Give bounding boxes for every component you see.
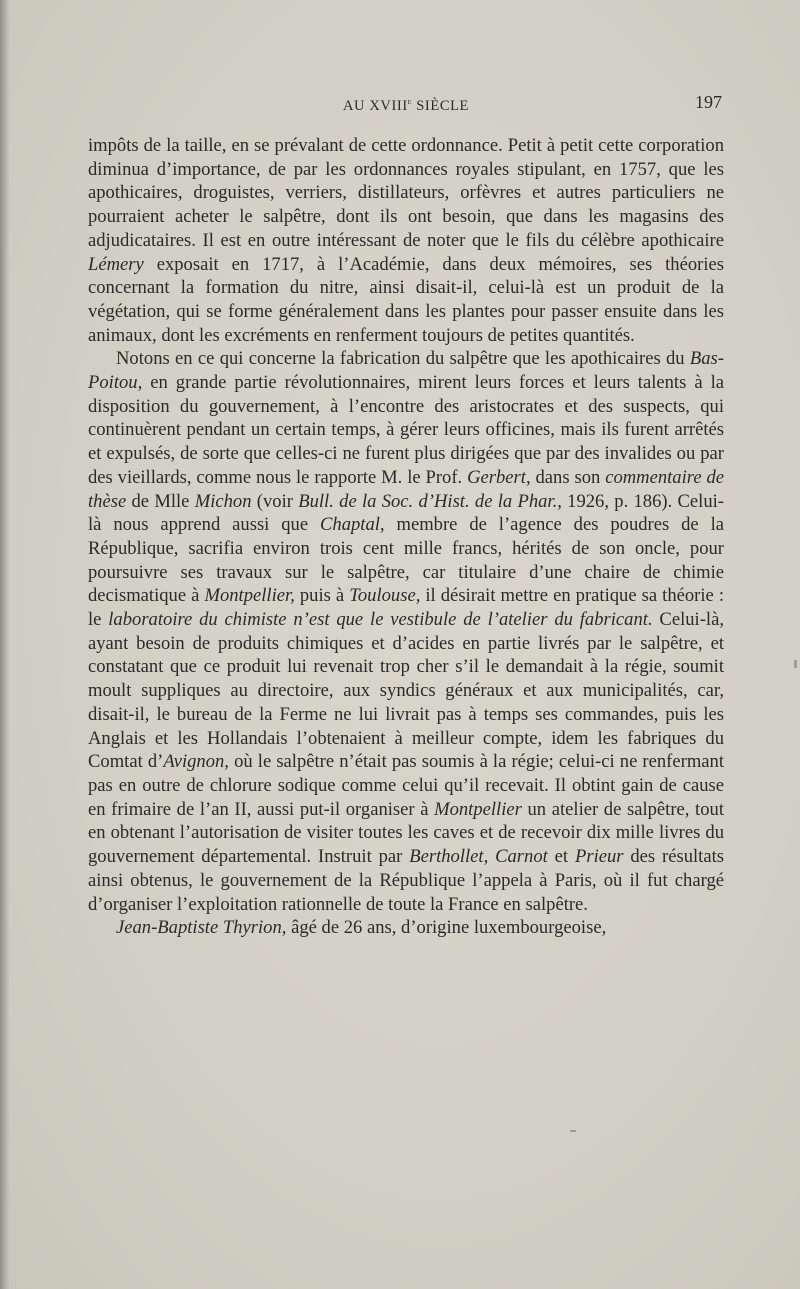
italic-text-run: commentaire de thèse [88, 466, 725, 512]
text-run: impôts de la taille, en se prévalant de cette ordonnance. Petit à petit cette corporation diminua d’importance, de par les ordonnances royales stipulant, en 1757, que les apothicaires, droguistes, verriers, distillateurs, orfèvres et autres particuliers ne pourraient acheter le salpêtre, dont ils ont besoin, que dans les magasins des adjudicataires. Il est en outre intéressant de noter que le fils du célèbre apothicaire [88, 135, 724, 251]
margin-pencil-mark [794, 660, 797, 668]
text-run: exposait en 1717, à l’Académie, dans deux mémoires, ses théories concernant la formation du nitre, ainsi disait-il, celui-là est un produit de la végétation, qui se forme généralement dans les plantes pour passer ensuite dans les animaux, dont les excréments en renferment toujours de petites quantités. [88, 253, 724, 346]
paragraph-2 [88, 347, 724, 916]
text-run: âgé de 26 ans, d’origine luxembourgeoise, [286, 917, 607, 939]
text-run: dans son [530, 466, 606, 488]
italic-text-run: Lémery [88, 253, 144, 275]
italic-text-run: Avignon, [163, 751, 229, 773]
italic-text-run: Montpellier, [204, 585, 295, 607]
italic-text-run: Bas-Poitou, [88, 348, 724, 394]
text-run: Celui-là, ayant besoin de produits chimiques et d’acides en partie livrés par le salpêtre, et constatant que ce produit lui revenait trop cher s’il le demandait à la régie, soumit moult suppliques au directoire, aux syndics généraux et aux municipalités, car, disait-il, le bureau de la Ferme ne lui livrait pas à temps ses commandes, puis les Anglais et les Hollandais l’obtenaient à meilleur compte, idem les fabriques du Comtat d’ [88, 609, 724, 773]
running-title-superscript: e [407, 96, 413, 106]
italic-text-run: laboratoire du chimiste n’est que le vestibule de l’atelier du fabricant. [108, 609, 653, 631]
italic-text-run: Michon [194, 490, 252, 512]
italic-text-run: Berthollet, Carnot [409, 846, 548, 868]
running-title-suffix: SIÈCLE [412, 97, 470, 114]
italic-text-run: Gerbert, [467, 466, 531, 488]
text-run: membre de l’agence des poudres de la République, sacrifia environ trois cent mille francs, hérités de son oncle, pour poursuivre ses travaux sur le salpêtre, car titulaire d’une chaire de chimie decismatique à [88, 514, 725, 607]
page-spine-shadow [0, 0, 10, 1289]
text-run: des résultats ainsi obtenus, le gouvernement de la République l’appela à Paris, où il fut chargé d’organiser l’exploitation rationnelle de toute la France en salpêtre. [88, 846, 724, 915]
text-run: et [547, 846, 575, 868]
ink-speck [570, 1130, 576, 1132]
text-run: en grande partie révolutionnaires, mirent leurs forces et leurs talents à la disposition du gouvernement, à l’encontre des aristocrates et des suspects, qui continuèrent pendant un certain temps, à gérer leurs officines, mais ils furent arrêtés et expulsés, de sorte que celles-ci ne furent plus dirigées que par des invalides ou par des vieillards, comme nous le rapporte M. le Prof. [88, 372, 724, 488]
text-run: de Mlle [126, 490, 195, 512]
body-text [88, 134, 724, 940]
italic-text-run: Prieur [574, 846, 624, 868]
paragraph-1 [88, 134, 724, 347]
text-run: puis à [294, 585, 350, 607]
running-title-prefix: AU XVIII [342, 97, 408, 114]
text-run: il désirait mettre en pratique sa théorie : le [88, 585, 724, 631]
text-run: un atelier de salpêtre, tout en obtenant l’autorisation de visiter toutes les caves et de recevoir dix mille livres du gouvernement départemental. Instruit par [88, 798, 724, 868]
italic-text-run: Jean-Baptiste Thyrion, [116, 917, 287, 939]
text-run: Notons en ce qui concerne la fabrication du salpêtre que les apothicaires du [116, 348, 690, 370]
running-header [88, 92, 724, 118]
italic-text-run: Bull. de la Soc. d’Hist. de la Phar., [298, 490, 562, 512]
page-number: 197 [695, 92, 722, 112]
italic-text-run: Toulouse, [349, 585, 421, 607]
italic-text-run: Chaptal, [320, 514, 385, 536]
running-title [88, 96, 724, 115]
paragraph-3 [88, 916, 724, 940]
italic-text-run: Montpellier [434, 798, 522, 820]
text-run: 1926, p. 186). Celui-là nous apprend aussi que [88, 490, 724, 536]
text-run: où le salpêtre n’était pas soumis à la régie; celui-ci ne renfermant pas en outre de chlorure sodique comme celui qu’il recevait. Il obtint gain de cause en frimaire de l’an II, aussi put-il organiser à [88, 751, 724, 820]
text-run: (voir [251, 490, 299, 512]
